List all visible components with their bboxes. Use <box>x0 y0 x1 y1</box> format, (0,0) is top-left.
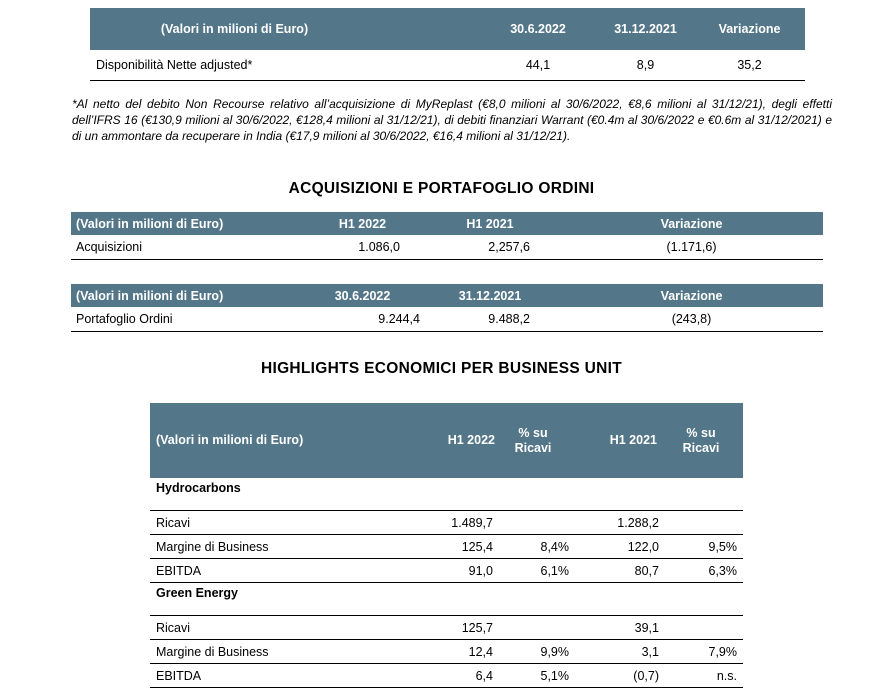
cell: 35,2 <box>694 50 805 81</box>
cell <box>495 511 571 535</box>
header-col: 31.12.2021 <box>614 22 677 36</box>
row-label: Margine di Business <box>150 535 405 559</box>
cell: 80,7 <box>571 559 659 583</box>
header-col: Variazione <box>660 216 723 231</box>
section-label: Green Energy <box>156 586 238 600</box>
row-label: Acquisizioni <box>71 235 305 260</box>
cell: (1.171,6) <box>560 235 823 260</box>
cell: 9.244,4 <box>305 307 420 332</box>
table-row <box>150 640 743 664</box>
header-col: Variazione <box>660 288 723 303</box>
cell: 44,1 <box>439 50 597 81</box>
header-col: 30.6.2022 <box>334 288 391 303</box>
section-row-green-energy <box>150 583 743 616</box>
table-row <box>71 307 823 332</box>
header-col: H1 2022 <box>447 433 495 447</box>
cell: 9,9% <box>495 640 571 664</box>
header-col: 30.6.2022 <box>510 22 566 36</box>
cell: 1.086,0 <box>305 235 420 260</box>
green-energy-rows <box>150 616 743 688</box>
cell: 9,5% <box>659 535 743 559</box>
footnote: *Al netto del debito Non Recourse relativo all’acquisizione di MyReplast (€8,0 milioni al 30/6/2022, €8,6 milioni al 31/12/21), degli effetti dell’IFRS 16 (€130,9 milioni al 30/6/2022, €128,4 milioni al 31/12/21), di debiti finanziari Warrant (€0.4m al 30/6/2022 e €0.6m al 31/12/2021) e di un ammontare da recuperare in India (€17,9 milioni al 30/6/2022, €16,4 milioni al 31/12/21). <box>72 97 832 143</box>
acquisizioni-table <box>71 212 823 260</box>
header-pct-line2: Ricavi <box>682 440 720 455</box>
row-label: Ricavi <box>150 511 405 535</box>
cell: 125,4 <box>405 535 495 559</box>
cell: (243,8) <box>560 307 823 332</box>
table-row <box>90 50 805 81</box>
cell <box>659 511 743 535</box>
cell: 7,9% <box>659 640 743 664</box>
cell: (0,7) <box>571 664 659 688</box>
cell: 6,3% <box>659 559 743 583</box>
table-row <box>150 559 743 583</box>
cell: 122,0 <box>571 535 659 559</box>
cell: 6,1% <box>495 559 571 583</box>
row-label: EBITDA <box>150 664 405 688</box>
table-row <box>150 664 743 688</box>
table-row <box>150 511 743 535</box>
cell: 1.288,2 <box>571 511 659 535</box>
cell <box>659 616 743 640</box>
section-row-hydrocarbons <box>150 478 743 511</box>
cell: 91,0 <box>405 559 495 583</box>
cell: 12,4 <box>405 640 495 664</box>
header-label: (Valori in milioni di Euro) <box>160 22 309 36</box>
row-label: Ricavi <box>150 616 405 640</box>
header-pct-line1: % su <box>686 425 716 440</box>
portafoglio-table <box>71 284 823 332</box>
cell: 8,4% <box>495 535 571 559</box>
cell: 5,1% <box>495 664 571 688</box>
row-label: EBITDA <box>150 559 405 583</box>
header-col-pct <box>659 403 743 478</box>
table-header-row <box>71 212 823 235</box>
row-label: Disponibilità Nette adjusted* <box>90 50 439 81</box>
cell: 125,7 <box>405 616 495 640</box>
table-row <box>150 616 743 640</box>
section-title-highlights: HIGHLIGHTS ECONOMICI PER BUSINESS UNIT <box>260 360 623 377</box>
table-header-row <box>90 8 805 50</box>
table-header-row <box>150 403 743 478</box>
header-col-pct <box>495 403 571 478</box>
row-label: Portafoglio Ordini <box>71 307 305 332</box>
cell: 3,1 <box>571 640 659 664</box>
table-header-row <box>71 284 823 307</box>
table-row <box>150 535 743 559</box>
cell: 6,4 <box>405 664 495 688</box>
cell: 9.488,2 <box>420 307 560 332</box>
header-label: (Valori in milioni di Euro) <box>76 216 224 231</box>
net-cash-table <box>90 8 805 81</box>
header-col: Variazione <box>718 22 781 36</box>
header-col: H1 2021 <box>609 433 657 447</box>
table-row <box>71 235 823 260</box>
cell <box>495 616 571 640</box>
header-pct-line1: % su <box>518 425 548 440</box>
header-col: H1 2022 <box>338 216 387 231</box>
header-col: H1 2021 <box>466 216 514 231</box>
header-label: (Valori in milioni di Euro) <box>76 288 224 303</box>
cell: 8,9 <box>597 50 694 81</box>
hydrocarbons-rows <box>150 511 743 583</box>
business-unit-table <box>150 403 743 688</box>
section-label: Hydrocarbons <box>156 481 241 495</box>
cell: 2,257,6 <box>420 235 560 260</box>
cell: 1.489,7 <box>405 511 495 535</box>
header-col: 31.12.2021 <box>458 288 522 303</box>
header-label: (Valori in milioni di Euro) <box>156 433 304 447</box>
cell: n.s. <box>659 664 743 688</box>
header-pct-line2: Ricavi <box>514 440 552 455</box>
cell: 39,1 <box>571 616 659 640</box>
row-label: Margine di Business <box>150 640 405 664</box>
section-title-acquisizioni: ACQUISIZIONI E PORTAFOGLIO ORDINI <box>288 180 595 197</box>
